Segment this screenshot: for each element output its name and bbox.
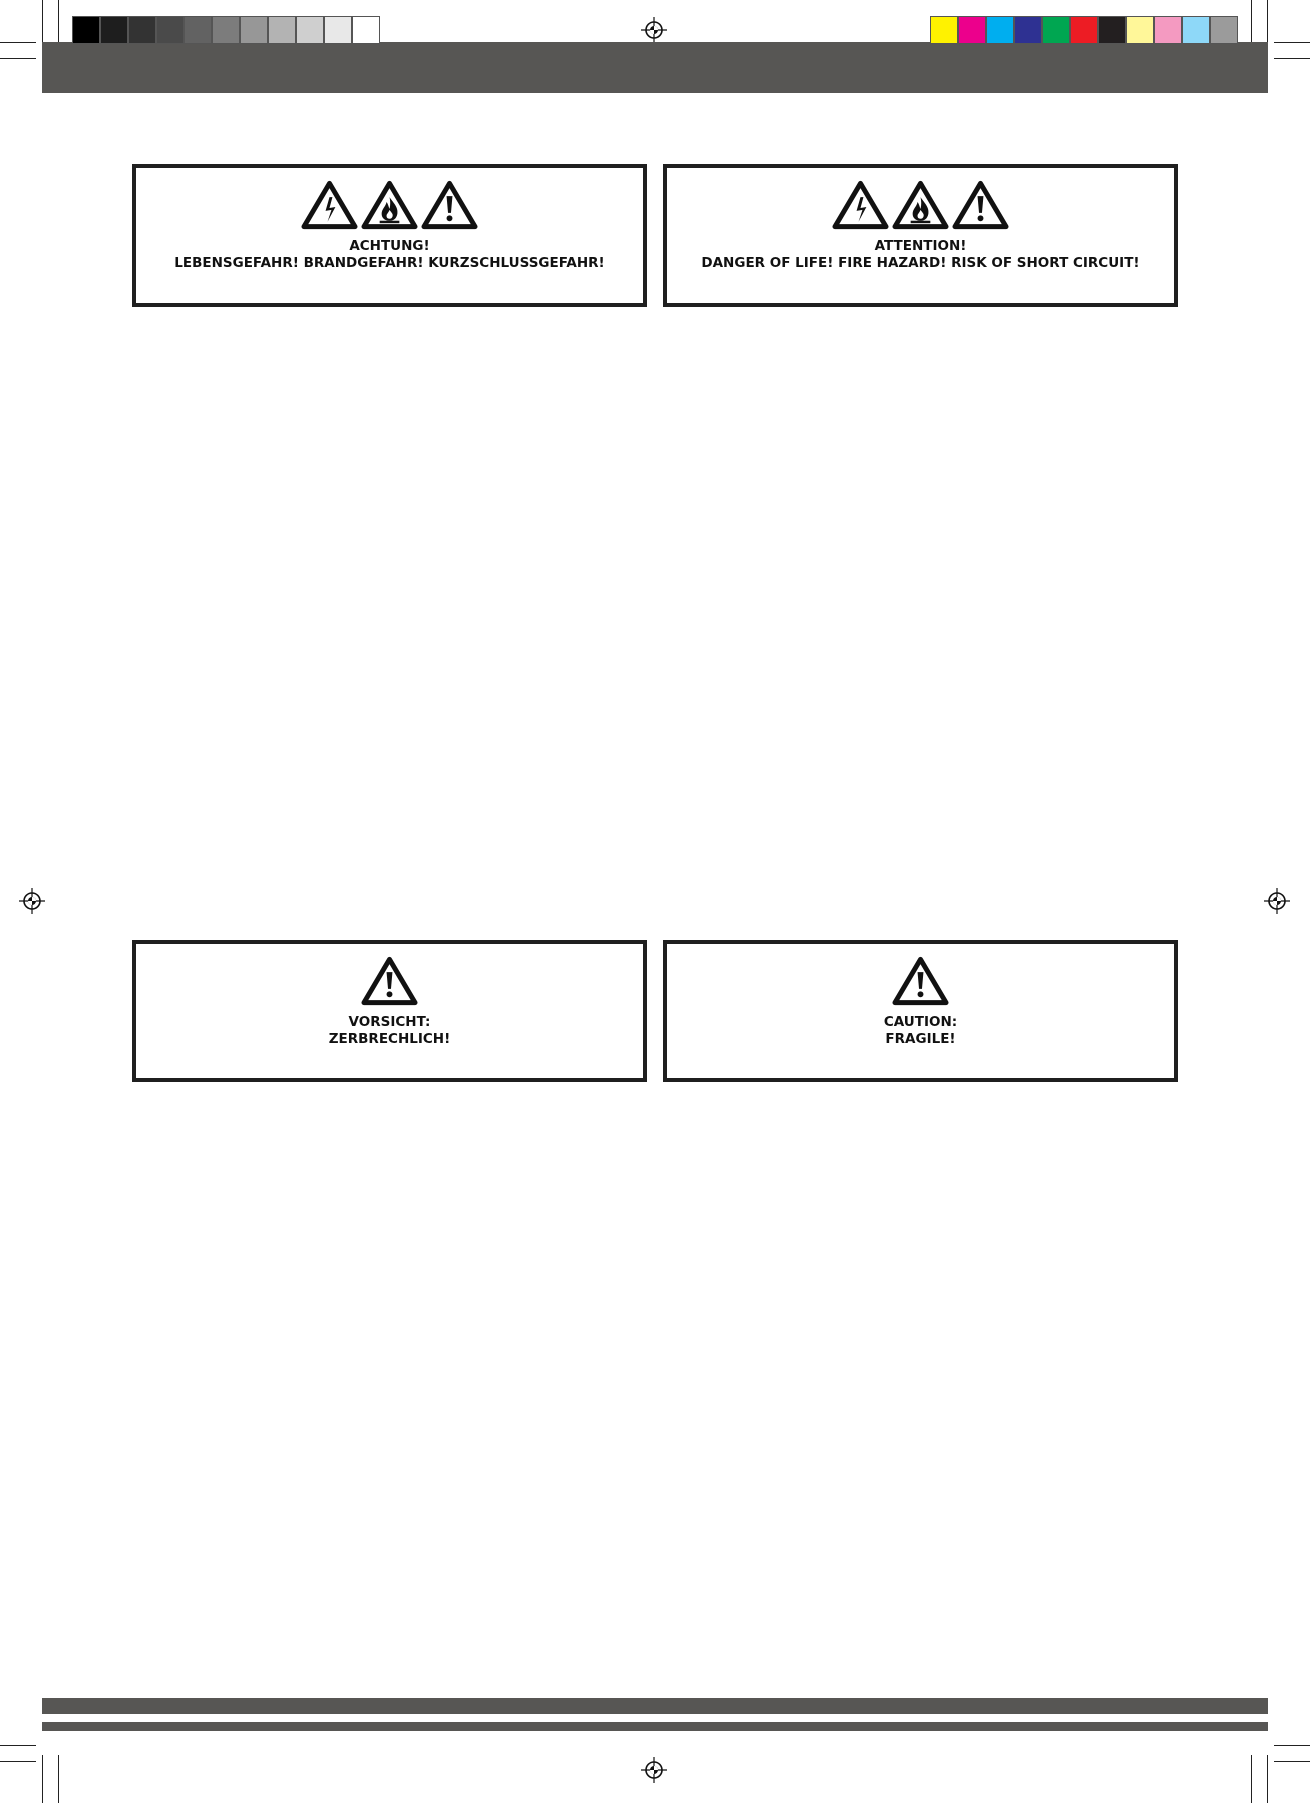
color-swatch <box>986 16 1014 44</box>
label-text: ZERBRECHLICH! <box>328 1031 451 1047</box>
color-swatch <box>156 16 184 44</box>
crop-mark <box>1267 0 1268 48</box>
crop-mark <box>1274 1761 1310 1762</box>
electric-hazard-icon <box>301 180 358 230</box>
crop-mark <box>42 1755 43 1803</box>
color-swatch <box>324 16 352 44</box>
exclamation-warning-icon <box>421 180 478 230</box>
color-swatch <box>184 16 212 44</box>
crop-mark <box>0 1761 36 1762</box>
crop-mark <box>58 1755 59 1803</box>
crop-mark <box>1274 58 1310 59</box>
color-swatch <box>100 16 128 44</box>
color-swatch <box>72 16 100 44</box>
color-swatch <box>1098 16 1126 44</box>
fire-hazard-icon <box>892 180 949 230</box>
label-title: VORSICHT: <box>348 1014 431 1030</box>
color-swatch <box>1154 16 1182 44</box>
label-text: FRAGILE! <box>885 1031 956 1047</box>
crop-mark <box>58 0 59 48</box>
registration-mark-icon <box>641 17 667 43</box>
registration-mark-icon <box>641 1757 667 1783</box>
color-swatch <box>1042 16 1070 44</box>
crop-mark <box>1251 0 1252 48</box>
exclamation-warning-icon <box>361 956 418 1006</box>
crop-mark <box>0 1745 36 1746</box>
registration-mark-icon <box>19 888 45 914</box>
crop-mark <box>0 58 36 59</box>
color-swatch <box>352 16 380 44</box>
label-english-danger <box>663 164 1178 307</box>
crop-mark <box>1274 42 1310 43</box>
label-english-fragile <box>663 940 1178 1082</box>
hazard-icons <box>136 180 643 230</box>
color-swatch <box>1182 16 1210 44</box>
electric-hazard-icon <box>832 180 889 230</box>
crop-mark <box>42 0 43 48</box>
color-swatch <box>296 16 324 44</box>
registration-mark-icon <box>1264 888 1290 914</box>
color-swatch <box>1070 16 1098 44</box>
crop-mark <box>1251 1755 1252 1803</box>
hazard-icons <box>667 956 1174 1006</box>
color-swatch <box>1126 16 1154 44</box>
footer-bar-thin <box>42 1722 1268 1731</box>
color-swatch <box>240 16 268 44</box>
crop-mark <box>1267 1755 1268 1803</box>
fire-hazard-icon <box>361 180 418 230</box>
label-german-fragile <box>132 940 647 1082</box>
label-title: CAUTION: <box>883 1014 958 1030</box>
hazard-icons <box>136 956 643 1006</box>
color-swatch <box>268 16 296 44</box>
grayscale-swatch-strip <box>72 16 380 44</box>
color-swatch <box>958 16 986 44</box>
label-text: DANGER OF LIFE! FIRE HAZARD! RISK OF SHORT CIRCUIT! <box>701 255 1140 271</box>
label-title: ACHTUNG! <box>349 238 430 254</box>
hazard-icons <box>667 180 1174 230</box>
footer-bar <box>42 1698 1268 1714</box>
label-text: LEBENSGEFAHR! BRANDGEFAHR! KURZSCHLUSSGEFAHR! <box>174 255 605 271</box>
color-swatch <box>930 16 958 44</box>
label-title: ATTENTION! <box>874 238 967 254</box>
color-swatch <box>1210 16 1238 44</box>
crop-mark <box>1274 1745 1310 1746</box>
exclamation-warning-icon <box>892 956 949 1006</box>
color-swatch <box>128 16 156 44</box>
crop-mark <box>0 42 36 43</box>
label-german-danger <box>132 164 647 307</box>
color-swatch <box>1014 16 1042 44</box>
header-bar <box>42 42 1268 93</box>
color-swatch-strip <box>930 16 1238 44</box>
exclamation-warning-icon <box>952 180 1009 230</box>
color-swatch <box>212 16 240 44</box>
